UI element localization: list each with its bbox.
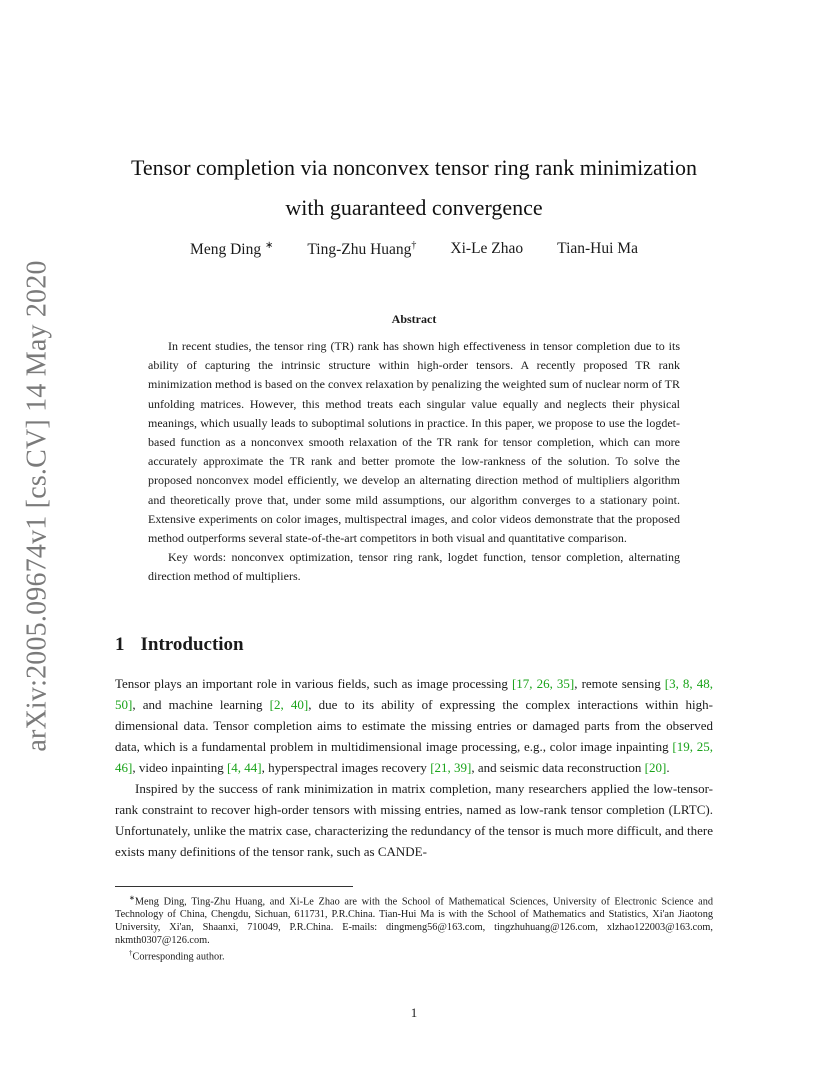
intro-paragraph-2: Inspired by the success of rank minimization in matrix completion, many researchers applied the low-tensor-rank constraint to recover high-order tensors with missing entries, named as low-rank tensor completion (LRTC). Unfortunately, unlike the matrix case, characterizing the redundancy of the tensor is much more difficult, and there exists many definitions of the tensor rank, such as CANDE- bbox=[115, 781, 713, 859]
author-list bbox=[110, 240, 718, 259]
keywords: Key words: nonconvex optimization, tensor ring rank, logdet function, tensor completion, alternating direction method of multipliers. bbox=[148, 550, 680, 584]
paper-title bbox=[100, 148, 728, 228]
abstract-body bbox=[148, 337, 680, 587]
section-title: Introduction bbox=[140, 634, 244, 655]
abstract-heading: Abstract bbox=[391, 312, 437, 326]
citation-link[interactable]: [20] bbox=[644, 760, 667, 775]
citation-link[interactable]: [17, 26, 35] bbox=[511, 676, 575, 691]
citation-link[interactable]: [3, 8, 48, 50] bbox=[115, 676, 713, 712]
footnote-corresponding: †Corresponding author. bbox=[129, 949, 225, 963]
author: Ting-Zhu Huang† bbox=[307, 240, 417, 259]
citation-link[interactable]: [19, 25, 46] bbox=[115, 739, 713, 775]
page-number: 1 bbox=[410, 1005, 418, 1020]
author: Meng Ding ∗ bbox=[190, 240, 274, 259]
footnotes bbox=[115, 892, 713, 964]
title-line-2: with guaranteed convergence bbox=[285, 195, 543, 220]
citation-link[interactable]: [2, 40] bbox=[269, 697, 309, 712]
arxiv-stamp bbox=[10, 260, 66, 752]
citation-link[interactable]: [4, 44] bbox=[226, 760, 262, 775]
citation-link[interactable]: [21, 39] bbox=[430, 760, 472, 775]
author: Xi-Le Zhao bbox=[450, 240, 524, 257]
arxiv-identifier: arXiv:2005.09674v1 [cs.CV] 14 May 2020 bbox=[22, 260, 54, 752]
title-line-1: Tensor completion via nonconvex tensor ring rank minimization bbox=[130, 155, 698, 180]
introduction-text bbox=[115, 673, 713, 862]
abstract-paragraph: In recent studies, the tensor ring (TR) rank has shown high effectiveness in tensor completion due to its ability of capturing the intrinsic structure within high-order tensors. A recently proposed TR rank minimization method is based on the convex relaxation by penalizing the weighted sum of nuclear norm of TR unfolding matrices. However, this method treats each singular value equally and neglects their physical meanings, which usually leads to suboptimal solutions in practice. In this paper, we propose to use the logdet-based function as a nonconvex smooth relaxation of the TR rank for tensor completion, which can more accurately approximate the TR rank and better promote the low-rankness of the solution. To solve the proposed nonconvex model efficiently, we develop an alternating direction method of multipliers algorithm and theoretically prove that, under some mild assumptions, our algorithm converges to a stationary point. Extensive experiments on color images, multispectral images, and color videos demonstrate that the proposed method outperforms several state-of-the-art competitors in both visual and quantitative comparison. bbox=[148, 339, 680, 546]
section-number: 1 bbox=[115, 634, 125, 655]
footnote-affiliations: ∗Meng Ding, Ting-Zhu Huang, and Xi-Le Zhao are with the School of Mathematical Sciences, University of Electronic Science and Technology of China, Chengdu, Sichuan, 611731, P.R.China. Tian-Hui Ma is with the School of Mathematics and Statistics, Xi'an Jiaotong University, Xi'an, Shaanxi, 710049, P.R.China. E-mails: dingmeng56@163.com, tingzhuhuang@126.com, xlzhao122003@163.com, nkmth0307@126.com. bbox=[115, 894, 713, 947]
section-heading bbox=[115, 634, 244, 656]
author: Tian-Hui Ma bbox=[557, 240, 638, 257]
footnote-divider bbox=[115, 886, 353, 887]
intro-paragraph-1: Tensor plays an important role in various fields, such as image processing [17, 26, 35], remote sensing [3, 8, 48, 50], and machine learning [2, 40], due to its ability of expressing the complex interactions within high-dimensional data. Tensor completion aims to estimate the missing entries or damaged parts from the observed data, which is a fundamental problem in multidimensional image processing, e.g., color image inpainting [19, 25, 46], video inpainting [4, 44], hyperspectral images recovery [21, 39], and seismic data reconstruction [20]. bbox=[115, 676, 713, 775]
